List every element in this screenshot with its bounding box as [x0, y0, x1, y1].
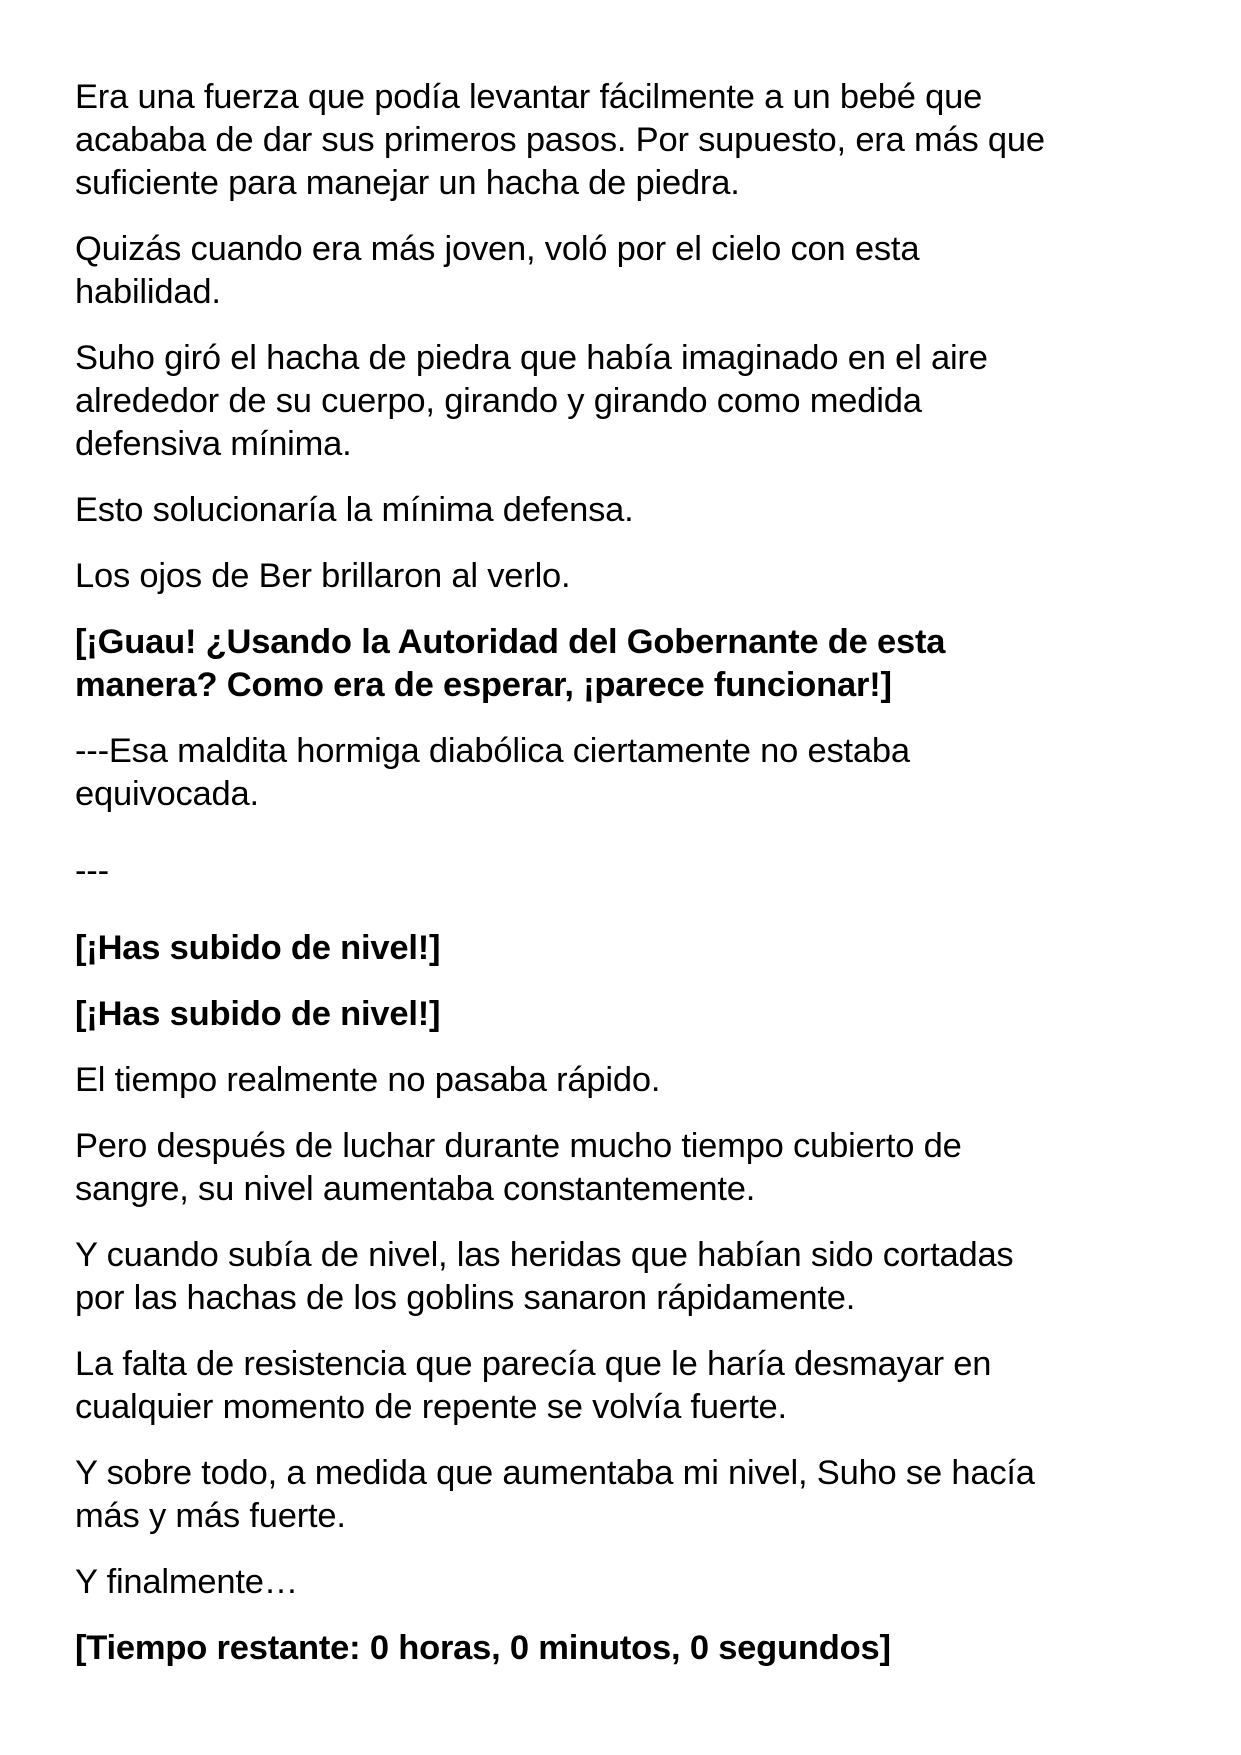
- paragraph: Quizás cuando era más joven, voló por el cielo con esta habilidad.: [75, 230, 920, 311]
- system-message: [¡Guau! ¿Usando la Autoridad del Gobernante de esta manera? Como era de esperar, ¡parece funcionar!]: [75, 623, 946, 704]
- system-message: [Tiempo restante: 0 horas, 0 minutos, 0 segundos]: [75, 1629, 891, 1667]
- paragraph: Suho giró el hacha de piedra que había imaginado en el aire alrededor de su cuerpo, girando y girando como medida defensiva mínima.: [75, 339, 988, 463]
- document-page: [75, 76, 1175, 1693]
- system-message: [¡Has subido de nivel!]: [75, 995, 441, 1033]
- paragraph: Y finalmente…: [75, 1563, 299, 1601]
- paragraph: Era una fuerza que podía levantar fácilmente a un bebé que acababa de dar sus primeros pasos. Por supuesto, era más que suficiente para manejar un hacha de piedra.: [75, 78, 1045, 202]
- paragraph: Y sobre todo, a medida que aumentaba mi nivel, Suho se hacía más y más fuerte.: [75, 1454, 1035, 1535]
- paragraph: El tiempo realmente no pasaba rápido.: [75, 1061, 661, 1099]
- paragraph: ---Esa maldita hormiga diabólica ciertamente no estaba equivocada.: [75, 732, 910, 813]
- paragraph: Y cuando subía de nivel, las heridas que habían sido cortadas por las hachas de los goblins sanaron rápidamente.: [75, 1236, 1014, 1317]
- paragraph: Los ojos de Ber brillaron al verlo.: [75, 557, 571, 595]
- system-message: [¡Has subido de nivel!]: [75, 929, 441, 967]
- paragraph: Esto solucionaría la mínima defensa.: [75, 491, 634, 529]
- scene-break: ---: [75, 852, 109, 890]
- paragraph: La falta de resistencia que parecía que le haría desmayar en cualquier momento de repente se volvía fuerte.: [75, 1345, 992, 1426]
- paragraph: Pero después de luchar durante mucho tiempo cubierto de sangre, su nivel aumentaba constantemente.: [75, 1127, 962, 1208]
